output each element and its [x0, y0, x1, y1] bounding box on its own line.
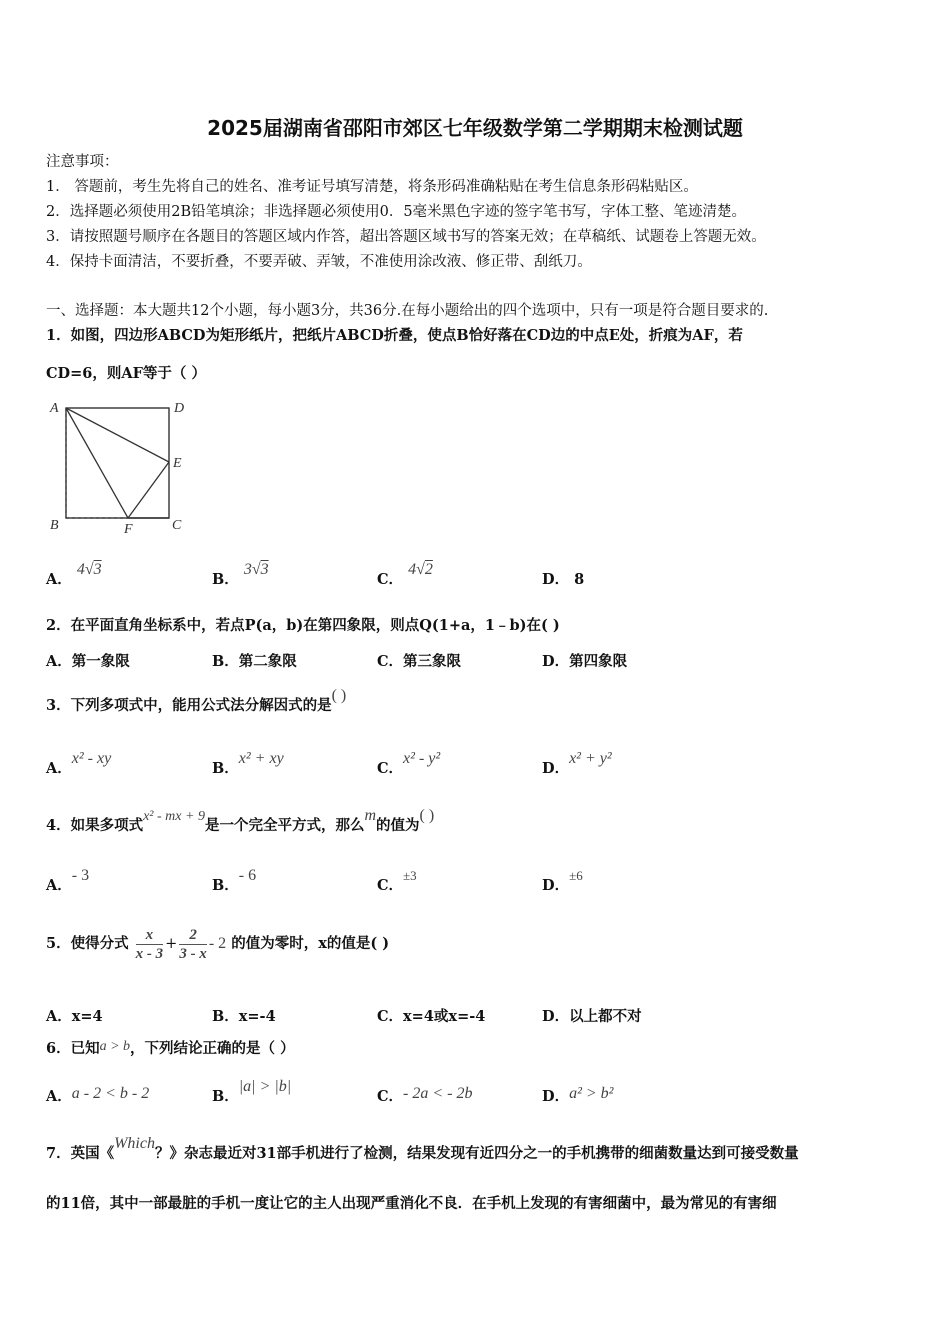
label-f: F — [124, 522, 133, 536]
notes-item-1: 1． 答题前，考生先将自己的姓名、准考证号填写清楚，将条形码准确粘贴在考生信息条形码粘贴区。 — [46, 179, 698, 195]
option-value: x² + xy — [238, 750, 284, 767]
option-letter: A． — [46, 571, 72, 588]
q1-stem-line1: 1．如图，四边形ABCD为矩形纸片，把纸片ABCD折叠，使点B恰好落在CD边的中点E处，折痕为AF，若 — [46, 327, 743, 344]
option-value: |a| > |b| — [238, 1078, 292, 1095]
option-value: 3√3 — [243, 561, 269, 578]
q1-option-d[interactable] — [542, 568, 584, 589]
q3-option-b[interactable]: B．x² + xy — [212, 750, 284, 777]
q6-stem: 6．已知a > b，下列结论正确的是（ ） — [46, 1039, 295, 1057]
q2-option-b[interactable]: B．第二象限 — [212, 653, 297, 670]
q3-option-d[interactable]: D．x² + y² — [542, 750, 612, 777]
q5-option-a[interactable]: A．x=4 — [46, 1008, 103, 1025]
q5-option-d[interactable]: D．以上都不对 — [542, 1008, 642, 1025]
notes-item-2: 2．选择题必须使用2B铅笔填涂；非选择题必须使用0．5毫米黑色字迹的签字笔书写，字体工整、笔迹清楚。 — [46, 204, 747, 220]
q1-figure — [44, 396, 204, 536]
q5-option-b[interactable]: B．x=-4 — [212, 1008, 276, 1025]
q5-option-c[interactable]: C．x=4或x=-4 — [377, 1008, 486, 1025]
option-value: 4√3 — [76, 561, 102, 578]
q4-option-b[interactable]: B．- 6 — [212, 867, 257, 894]
option-value: 4√2 — [408, 561, 433, 578]
q2-option-d[interactable]: D．第四象限 — [542, 653, 628, 670]
option-value: 8 — [574, 571, 585, 588]
section-heading: 一、选择题：本大题共12个小题，每小题3分，共36分.在每小题给出的四个选项中，只有一项是符合题目要求的. — [46, 303, 769, 319]
q6-option-d[interactable]: D．a² > b² — [542, 1085, 614, 1105]
notes-heading: 注意事项： — [46, 154, 119, 170]
fraction-2: $\frac{2}{3 - x}$ — [179, 926, 207, 962]
label-b: B — [50, 518, 59, 533]
rect-ad-dc — [66, 408, 169, 518]
label-c: C — [172, 518, 182, 533]
q6-option-c[interactable]: C．- 2a < - 2b — [377, 1085, 473, 1105]
q6-option-b[interactable]: B．|a| > |b| — [212, 1078, 292, 1105]
option-value: a - 2 < b - 2 — [71, 1085, 150, 1102]
q3-option-a[interactable]: A．x² - xy — [46, 750, 112, 777]
q2-option-c[interactable]: C．第三象限 — [377, 653, 462, 670]
q4-option-d[interactable]: D．±6 — [542, 868, 583, 894]
option-value: x² + y² — [569, 750, 612, 767]
q4-stem: 4．如果多项式x² - mx + 9是一个完全平方式，那么m的值为( ) — [46, 807, 435, 834]
q1-option-a[interactable] — [46, 561, 102, 589]
page-title: 2025届湖南省邵阳市郊区七年级数学第二学期期末检测试题 — [207, 116, 743, 140]
q4-option-c[interactable]: C．±3 — [377, 868, 417, 894]
q3-stem: 3．下列多项式中，能用公式法分解因式的是( ) — [46, 687, 347, 714]
option-value: - 6 — [238, 867, 257, 884]
label-e: E — [173, 456, 182, 471]
option-value: ±3 — [403, 868, 417, 883]
notes-item-3: 3．请按照题号顺序在各题目的答题区域内作答，超出答题区域书写的答案无效；在草稿纸、试题卷上答题无效。 — [46, 229, 766, 245]
option-value: x² - y² — [403, 750, 441, 767]
label-a: A — [50, 401, 59, 416]
q4-option-a[interactable]: A．- 3 — [46, 867, 90, 894]
q3-option-c[interactable]: C．x² - y² — [377, 750, 441, 777]
option-letter: B． — [212, 571, 239, 588]
option-letter: D． — [542, 571, 570, 588]
q1-option-b[interactable] — [212, 561, 269, 589]
q5-stem: 5．使得分式 $\frac{x}{x - 3}$ + $\frac{2}{3 - x}$ - 2 的值为零时，x的值是( ) — [46, 926, 390, 962]
q2-option-a[interactable]: A．第一象限 — [46, 653, 130, 670]
option-value: - 3 — [71, 867, 90, 884]
segment-fe — [128, 462, 169, 518]
q1-option-c[interactable] — [377, 561, 433, 589]
option-value: x² - xy — [71, 750, 112, 767]
q6-option-a[interactable]: A．a - 2 < b - 2 — [46, 1085, 150, 1105]
q1-stem-line2: CD=6，则AF等于（ ） — [46, 365, 206, 382]
option-value: ±6 — [569, 868, 583, 883]
option-letter: C． — [377, 571, 404, 588]
option-value: - 2a < - 2b — [403, 1085, 473, 1102]
q7-line2: 的11倍，其中一部最脏的手机一度让它的主人出现严重消化不良．在手机上发现的有害细菌中，最为常见的有害细 — [46, 1195, 777, 1212]
label-d: D — [174, 401, 185, 416]
q7-line1: 7．英国《Which？》杂志最近对31部手机进行了检测，结果发现有近四分之一的手机携带的细菌数量达到可接受数量 — [46, 1135, 799, 1162]
fraction-1: $\frac{x}{x - 3}$ — [135, 926, 164, 962]
q2-stem: 2．在平面直角坐标系中，若点P(a，b)在第四象限，则点Q(1+a，1﹣b)在( ) — [46, 617, 560, 634]
notes-item-4: 4．保持卡面清洁，不要折叠，不要弄破、弄皱，不准使用涂改液、修正带、刮纸刀。 — [46, 254, 592, 270]
option-value: a² > b² — [569, 1085, 614, 1102]
